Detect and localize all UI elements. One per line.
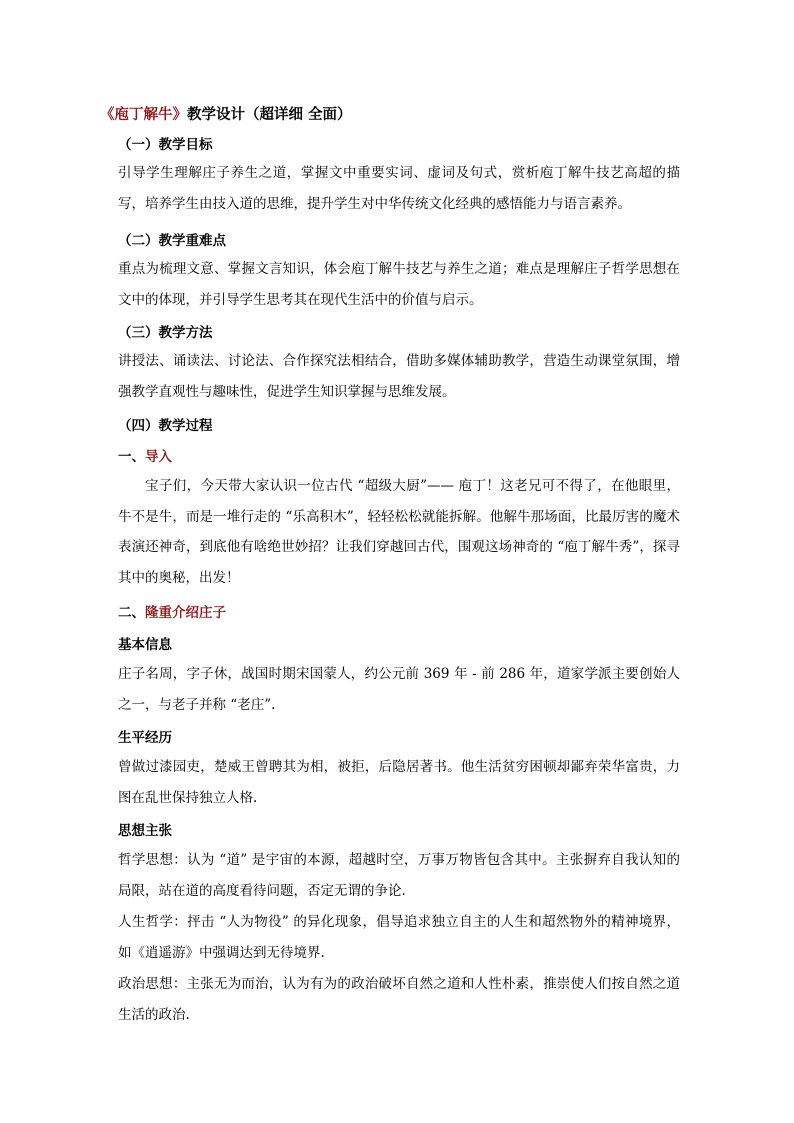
subheading-thought: 思想主张 — [118, 823, 172, 839]
title-main: 《庖丁解牛》 — [100, 106, 187, 123]
title-rest: 教学设计（超详细 全面） — [187, 106, 352, 123]
subheading-life: 生平经历 — [118, 730, 172, 746]
life-philosophy-text: 人生哲学：抨击 “人为物役” 的异化现象，倡导追求独立自主的人生和超然物外的精神境界，如《逍遥游》中强调达到无待境界. — [118, 914, 680, 961]
section-heading-objectives: （一）教学目标 — [118, 137, 213, 153]
intro-paragraph: 宝子们，今天带大家认识一位古代 “超级大厨”—— 庖丁！这老兄可不得了，在他眼里，牛不是牛，而是一堆行走的 “乐高积木”，轻轻松松就能拆解。他解牛那场面，比最厉害的魔术表演还神奇，到底他有啥绝世妙招？让我们穿越回古代，围观这场神奇的 “庖丁解牛秀”，探寻其中的奥秘，出发！ — [118, 478, 680, 586]
subheading-basic-info: 基本信息 — [118, 637, 172, 653]
document-title — [100, 103, 352, 124]
section-text-key-points: 重点为梳理文意、掌握文言知识，体会庖丁解牛技艺与养生之道；难点是理解庄子哲学思想在文中的体现，并引导学生思考其在现代生活中的价值与启示。 — [118, 261, 680, 308]
section-heading-methods: （三）教学方法 — [118, 325, 213, 341]
life-text: 曾做过漆园吏，楚威王曾聘其为相，被拒，后隐居著书。他生活贫穷困顿却鄙弃荣华富贵，力图在乱世保持独立人格. — [118, 759, 680, 806]
part-heading-intro — [118, 445, 172, 465]
section-heading-key-points: （二）教学重难点 — [118, 233, 226, 249]
part-heading-zhuangzi — [118, 601, 226, 621]
basic-info-text: 庄子名周，字子休，战国时期宋国蒙人，约公元前 369 年 - 前 286 年，道家学派主要创始人之一，与老子并称 “老庄”. — [118, 666, 680, 713]
philosophy-text: 哲学思想：认为 “道” 是宇宙的本源，超越时空，万事万物皆包含其中。主张摒弃自我认知的局限，站在道的高度看待问题，否定无谓的争论. — [118, 852, 680, 899]
part-heading-intro-prefix: 一、 — [118, 449, 145, 465]
section-heading-process: （四）教学过程 — [118, 418, 213, 434]
part-heading-intro-label: 导入 — [145, 449, 172, 465]
part-heading-zhuangzi-prefix: 二、 — [118, 605, 145, 621]
section-text-objectives: 引导学生理解庄子养生之道，掌握文中重要实词、虚词及句式，赏析庖丁解牛技艺高超的描写，培养学生由技入道的思维，提升学生对中华传统文化经典的感悟能力与语言素养。 — [118, 165, 680, 212]
section-text-methods: 讲授法、诵读法、讨论法、合作探究法相结合，借助多媒体辅助教学，营造生动课堂氛围，增强教学直观性与趣味性，促进学生知识掌握与思维发展。 — [118, 353, 680, 400]
politics-text: 政治思想：主张无为而治，认为有为的政治破坏自然之道和人性朴素，推崇使人们按自然之道生活的政治. — [118, 976, 680, 1023]
part-heading-zhuangzi-label: 隆重介绍庄子 — [145, 605, 226, 621]
